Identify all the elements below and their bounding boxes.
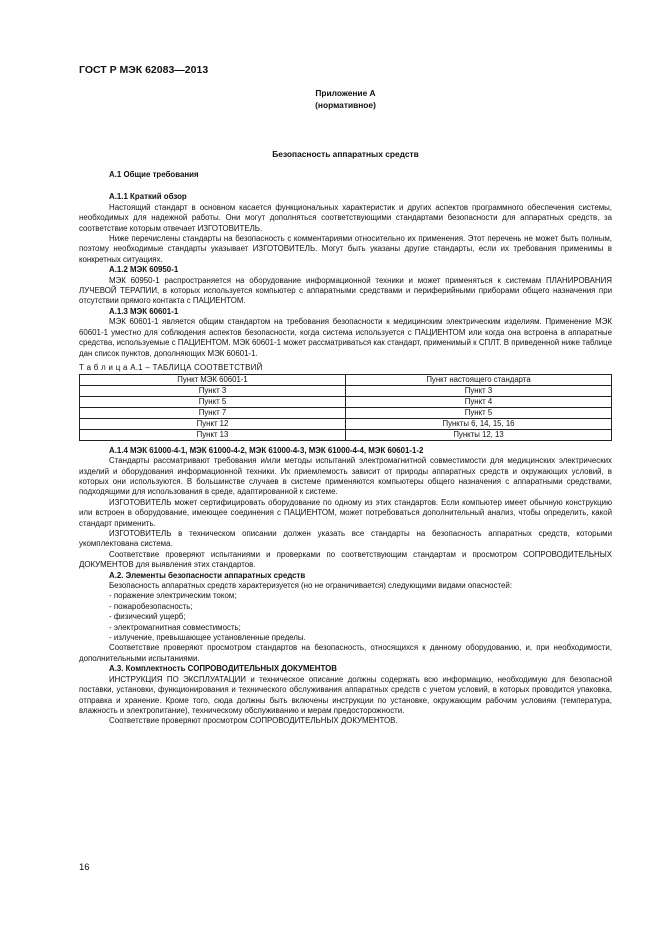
paragraph: Стандарты рассматривают требования и/или методы испытаний электромагнитной совместимости для медицинских электрических изделий и оборудования информационной техники. Их приемлемость зависит от природы аппаратных средств и окружающих условий, в которых они используются. В большинстве случаев в системе применяются компьютеры общего назначения с аппаратными средствами, подходящими для использования в среде, адаптированной к системе.: [79, 456, 612, 497]
list-item: - поражение электрическим током;: [109, 591, 237, 601]
list-item: - излучение, превышающее установленные пределы.: [109, 633, 306, 643]
list-item: - физический ущерб;: [109, 612, 186, 622]
annex-heading: [0, 87, 661, 111]
table-row: [80, 418, 612, 429]
table-cell: Пункт 7: [80, 408, 346, 419]
list-item: - электромагнитная совместимость;: [109, 622, 241, 632]
paragraph: Ниже перечислены стандарты на безопасность с комментариями относительно их применения. Этот перечень не может быть полным, поэтому необходимые стандарты указывает ИЗГОТОВИТЕЛЬ. Могут быть указаны другие стандарты, если их требования применимы в конкретных ситуациях.: [79, 234, 612, 264]
table-row: [80, 429, 612, 440]
section-heading-a14: А.1.4 МЭК 61000-4-1, МЭК 61000-4-2, МЭК 61000-4-3, МЭК 61000-4-4, МЭК 60601-1-2: [109, 445, 424, 455]
list-item: - пожаробезопасность;: [109, 601, 193, 611]
section-heading-a2: А.2. Элементы безопасности аппаратных средств: [109, 570, 306, 580]
annex-title: Приложение А: [315, 88, 376, 98]
section-heading-a13: А.1.3 МЭК 60601-1: [109, 306, 179, 316]
table-cell: Пункт 4: [346, 397, 612, 408]
section-heading-a1: А.1 Общие требования: [109, 170, 199, 179]
table-cell: Пункты 6, 14, 15, 16: [346, 418, 612, 429]
document-body: [79, 170, 612, 727]
standard-header: ГОСТ Р МЭК 62083—2013: [79, 64, 209, 76]
table-cell: Пункт 3: [80, 386, 346, 397]
paragraph: Настоящий стандарт в основном касается функциональных характеристик и других аспектов программного обеспечения системы, необходимых для надежной работы. Они могут дополняться соответствующими стандартами безопасности для аппаратных средств, за соответствие которым отвечает ИЗГОТОВИТЕЛЬ.: [79, 202, 612, 233]
table-cell: Пункт 12: [80, 418, 346, 429]
page-number: 16: [79, 862, 90, 873]
table-header-cell: Пункт МЭК 60601-1: [80, 375, 346, 386]
section-heading-a12: А.1.2 МЭК 60950-1: [109, 265, 179, 275]
table-cell: Пункты 12, 13: [346, 429, 612, 440]
paragraph: Соответствие проверяют просмотром стандартов на безопасность, относящихся к данному оборудованию, и, при необходимости, дополнительными испытаниями.: [79, 643, 612, 663]
section-heading-a3: А.3. Комплектность СОПРОВОДИТЕЛЬНЫХ ДОКУМЕНТОВ: [109, 664, 337, 674]
table-header-cell: Пункт настоящего стандарта: [346, 375, 612, 386]
paragraph: МЭК 60601-1 является общим стандартом на требования безопасности к медицинским электрическим изделиям. Применение МЭК 60601-1 уместно для соблюдения аспектов безопасности, когда система используется с ПАЦИЕНТОМ или когда она встроена в аппаратные средства, используемые с ПАЦИЕНТОМ. МЭК 60601-1 может рассматриваться как стандарт, применимый к СПЛТ. В приведенной ниже таблице дан список пунктов, дополняющих МЭК 60601-1.: [79, 317, 612, 358]
table-cell: Пункт 5: [80, 397, 346, 408]
document-title: Безопасность аппаратных средств: [272, 149, 419, 159]
table-row: [80, 408, 612, 419]
paragraph: МЭК 60950-1 распространяется на оборудование информационной техники и может применяться к системам ПЛАНИРОВАНИЯ ЛУЧЕВОЙ ТЕРАПИИ, в которых используется компьютер с аппаратными средствами и периферийными приборами общего назначения при отсутствии прямого контакта с ПАЦИЕНТОМ.: [79, 275, 612, 306]
paragraph: Соответствие проверяют испытаниями и проверками по соответствующим стандартам и просмотром СОПРОВОДИТЕЛЬНЫХ ДОКУМЕНТОВ для выявления этих стандартов.: [79, 549, 612, 570]
section-heading-a11: А.1.1 Краткий обзор: [109, 192, 187, 202]
table-cell: Пункт 5: [346, 408, 612, 419]
annex-type: (нормативное): [315, 100, 376, 110]
table-row: [80, 386, 612, 397]
table-header-row: [80, 375, 612, 386]
paragraph: Соответствие проверяют просмотром СОПРОВОДИТЕЛЬНЫХ ДОКУМЕНТОВ.: [109, 716, 398, 726]
paragraph: Безопасность аппаратных средств характеризуется (но не ограничивается) следующими видами опасностей:: [109, 581, 513, 591]
table-cell: Пункт 3: [346, 386, 612, 397]
table-cell: Пункт 13: [80, 429, 346, 440]
table-caption: Т а б л и ц а А.1 – ТАБЛИЦА СООТВЕТСТВИЙ: [79, 362, 263, 372]
table-row: [80, 397, 612, 408]
correspondence-table: [79, 374, 612, 440]
paragraph: ИЗГОТОВИТЕЛЬ может сертифицировать оборудование по одному из этих стандартов. Если компьютер имеет обычную конструкцию или встроен в оборудование, имеющее соединения с ПАЦИЕНТОМ, может потребоваться дополнительный анализ, чтобы определить, какой стандарт применить.: [79, 497, 612, 528]
paragraph: ИЗГОТОВИТЕЛЬ в техническом описании должен указать все стандарты на безопасность аппаратных средств, которыми укомплектована система.: [79, 529, 612, 549]
paragraph: ИНСТРУКЦИЯ ПО ЭКСПЛУАТАЦИИ и техническое описание должны содержать всю информацию, необходимую для безопасной поставки, установки, функционирования и технического обслуживания аппаратных средств с учетом условий, в которых проводится упаковка, отправка и хранение. Кроме того, сюда должны быть включены инструкции по установке, окружающим рабочим условиям (температура, влажность и электропитание), техническому обслуживанию и мерам предосторожности.: [79, 674, 612, 715]
